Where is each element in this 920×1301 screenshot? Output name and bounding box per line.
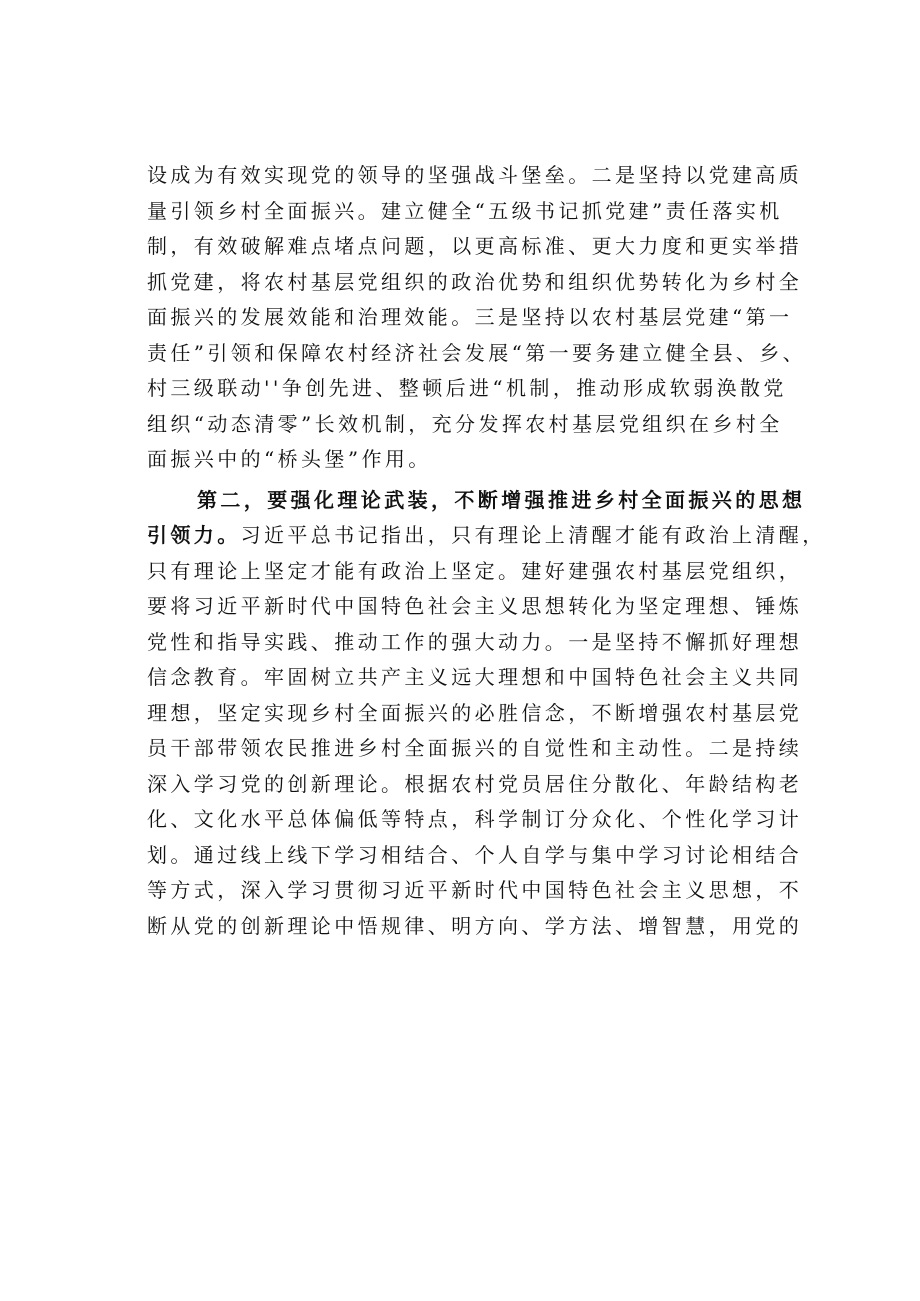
text-line: 断从党的创新理论中悟规律、明方向、学方法、增智慧，用党的: [147, 913, 803, 938]
text-line: [147, 518, 826, 554]
text-line: 化、文化水平总体偏低等特点，科学制订分众化、个性化学习计: [147, 807, 803, 831]
text-line: 划。通过线上线下学习相结合、个人自学与集中学习讨论相结合: [147, 842, 803, 867]
text-line: 责任”引领和保障农村经济社会发展“第一要务建立健全县、乡、: [147, 340, 807, 365]
text-line: 只有理论上坚定才能有政治上坚定。建好建强农村基层党组织，: [147, 558, 803, 583]
text-line: 信念教育。牢固树立共产主义远大理想和中国特色社会主义共同: [147, 665, 803, 689]
text-line: 组织“动态清零”长效机制，充分发挥农村基层党组织在乡村全: [147, 411, 783, 436]
text-line: 制，有效破解难点堵点问题，以更高标准、更大力度和更实举措: [147, 234, 803, 258]
text-line: 设成为有效实现党的领导的坚强战斗堡垒。二是坚持以党建高质: [147, 163, 803, 187]
text-line: 员干部带领农民推进乡村全面振兴的自觉性和主动性。二是持续: [147, 736, 803, 760]
text-line: 党性和指导实践、推动工作的强大动力。一是坚持不懈抓好理想: [147, 629, 803, 654]
text-line: 深入学习党的创新理论。根据农村党员居住分散化、年龄结构老: [147, 771, 803, 796]
heading-text: 第二，要强化理论武装，不断增强推进乡村全面振兴的思想: [197, 487, 806, 512]
text-line: 抓党建，将农村基层党组织的政治优势和组织优势转化为乡村全: [147, 269, 803, 294]
text-line: 村三级联动''争创先进、整顿后进“机制，推动形成软弱涣散党: [147, 376, 787, 400]
text-line: 面振兴的发展效能和治理效能。三是坚持以农村基层党建“第一: [147, 305, 793, 329]
heading-text-end: 引领力。: [147, 523, 241, 547]
text-segment: 习近平总书记指出，只有理论上清醒才能有政治上清醒，: [240, 523, 826, 547]
text-line: 等方式，深入学习贯彻习近平新时代中国特色社会主义思想，不: [147, 878, 803, 902]
paragraph-2: [147, 483, 826, 945]
text-line: 理想，坚定实现乡村全面振兴的必胜信念，不断增强农村基层党: [147, 700, 803, 725]
text-line: 要将习近平新时代中国特色社会主义思想转化为坚定理想、锤炼: [147, 594, 803, 618]
text-line: 面振兴中的“桥头堡”作用。: [147, 447, 432, 471]
document-body: [147, 158, 826, 944]
section-heading: [147, 483, 807, 519]
paragraph-1: [147, 158, 807, 478]
text-line: 量引领乡村全面振兴。建立健全“五级书记抓党建”责任落实机: [147, 198, 783, 223]
